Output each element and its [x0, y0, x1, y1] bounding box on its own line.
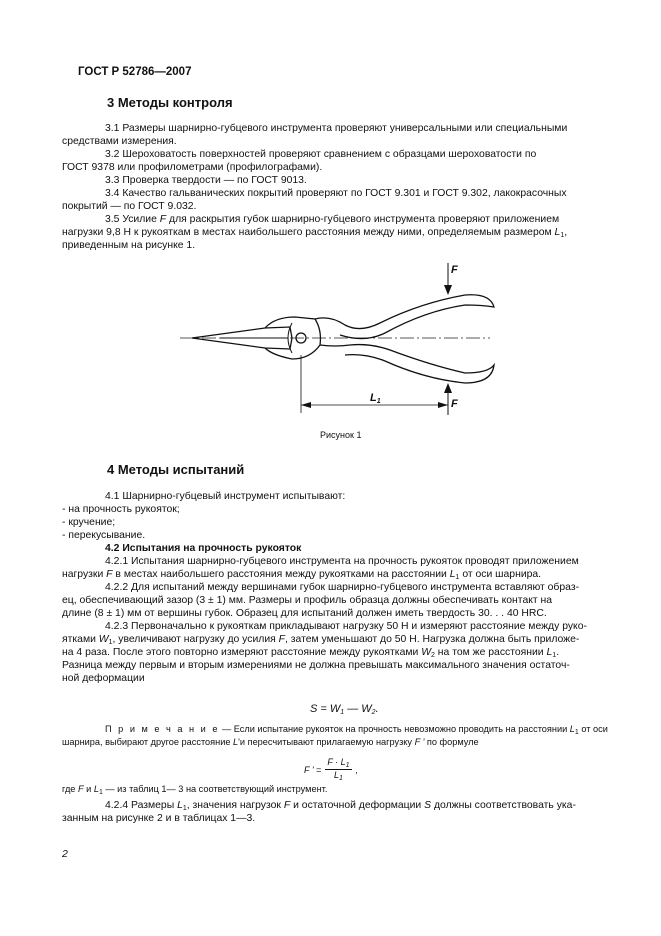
subscript: 1	[560, 232, 565, 239]
list-item-2: - кручение;	[62, 517, 116, 528]
var-f: F	[106, 569, 113, 580]
formula-part: F · L	[327, 757, 346, 767]
para-4-2-3-line5: ной деформации	[62, 673, 145, 684]
list-item-1: - на прочность рукояток;	[62, 504, 180, 515]
text-run: по формуле	[424, 737, 479, 747]
figure-1-pliers-drawing	[180, 255, 510, 420]
formula-lhs: F ' =	[304, 764, 322, 775]
list-item-3: - перекусывание.	[62, 530, 146, 541]
force-label-bottom: F	[451, 398, 458, 410]
text-run: , затем уменьшают до 50 Н. Нагрузка должна быть приложе-	[285, 634, 580, 645]
text-run: и пересчитывают прилагаемую нагрузку	[239, 737, 415, 747]
var-l: L	[177, 800, 183, 811]
para-4-2-2-line3: длине (8 ± 1) мм от вершины губок. Образец для испытаний должен иметь твердость 30. . . 40 HRC.	[62, 608, 547, 619]
note-where-line	[62, 783, 614, 799]
var-w: W	[98, 634, 109, 645]
section-4-title: 4 Методы испытаний	[107, 462, 245, 477]
para-4-2-3-line1: 4.2.3 Первоначально к рукояткам прикладывают нагрузку 50 Н и измеряют расстояние между руко-	[105, 621, 587, 632]
subsection-4-2-title: 4.2 Испытания на прочность рукояток	[105, 543, 302, 554]
var-f: F	[77, 784, 84, 794]
text-run: — Если испытание рукояток на прочность невозможно проводить на расстоянии	[219, 724, 570, 734]
text-run: от оси	[578, 724, 608, 734]
formula-part: S = W	[310, 703, 341, 715]
var-l: L	[546, 647, 553, 658]
upper-handle	[315, 295, 494, 339]
var-f: F	[278, 634, 286, 645]
formula-part: L	[333, 770, 339, 780]
subscript: 1	[338, 775, 343, 782]
subscript: 1	[345, 762, 350, 769]
subscript: 1	[340, 709, 345, 716]
text-run: в местах наибольшего расстояния между рукоятками на расстоянии	[112, 569, 450, 580]
fraction	[325, 757, 351, 782]
text-run: должны соответствовать ука-	[431, 800, 576, 811]
text-run: ятками	[62, 634, 99, 645]
dimension-label	[370, 392, 381, 405]
var-f: F	[159, 214, 167, 225]
force-arrowhead-bottom	[444, 383, 452, 393]
para-4-2-2-line1: 4.2.2 Для испытаний между вершинами губок шарнирно-губцевого инструмента вставляют образ-	[105, 582, 580, 593]
document-code: ГОСТ Р 52786—2007	[78, 66, 192, 78]
page-number: 2	[62, 848, 68, 860]
formula-s	[310, 703, 379, 716]
para-4-2-4-line2: занным на рисунке 2 и в таблицах 1—3.	[62, 813, 256, 824]
note-label: П р и м е ч а н и е	[105, 724, 220, 734]
var-l: L	[569, 724, 575, 734]
subscript: 1	[574, 729, 579, 736]
text-run: — из таблиц 1— 3 на соответствующий инструмент.	[102, 784, 328, 794]
var-l: L	[554, 227, 561, 238]
dim-arrow-left	[301, 402, 311, 408]
note-line2	[62, 736, 614, 748]
text-run: , увеличивают нагрузку до усилия	[112, 634, 279, 645]
figure-caption: Рисунок 1	[320, 430, 362, 440]
para-3-3: 3.3 Проверка твердости — по ГОСТ 9013.	[105, 175, 307, 186]
text-run: нагрузки 9,8 Н к рукояткам в местах наибольшего расстояния между ними, определяемым размером	[62, 227, 555, 238]
text-run: 4.2.4 Размеры	[105, 800, 178, 811]
var-f: F	[283, 800, 291, 811]
para-3-4-line1: 3.4 Качество гальванических покрытий проверяют по ГОСТ 9.301 и ГОСТ 9.302, лакокрасочных	[105, 188, 567, 199]
text-run: где	[62, 784, 78, 794]
para-3-2-line2: ГОСТ 9378 или профилометрами (профилографами).	[62, 162, 323, 173]
text-run: и остаточной деформации	[290, 800, 425, 811]
text-run: 3.5 Усилие	[105, 214, 160, 225]
para-3-4-line2: покрытий — по ГОСТ 9.032.	[62, 201, 197, 212]
text-run: ,	[564, 227, 568, 238]
dim-arrow-right	[438, 402, 448, 408]
text-run: , значения нагрузок	[186, 800, 284, 811]
text-run: на том же расстоянии	[434, 647, 547, 658]
text-run: от оси шарнира.	[459, 569, 542, 580]
subscript: 1	[108, 639, 113, 646]
para-3-2-line1: 3.2 Шероховатость поверхностей проверяют сравнением с образцами шероховатости по	[105, 149, 537, 160]
subscript: 1	[455, 574, 460, 581]
subscript: 1	[98, 789, 103, 796]
force-label-top: F	[451, 264, 458, 276]
var-l: L	[449, 569, 456, 580]
para-3-5-line3: приведенным на рисунке 1.	[62, 240, 196, 251]
fraction-numerator	[325, 757, 351, 770]
text-run: '	[238, 737, 240, 747]
section-3-title: 3 Методы контроля	[107, 95, 233, 110]
subscript: 1	[552, 652, 557, 659]
text-run: нагрузки	[62, 569, 107, 580]
dim-letter: L	[370, 392, 377, 404]
para-3-1-line1: 3.1 Размеры шарнирно-губцевого инструмента проверяют универсальными или специальными	[105, 123, 568, 134]
para-3-1-line2: средствами измерения.	[62, 136, 177, 147]
formula-part: .	[375, 703, 379, 715]
para-3-5-line1	[105, 214, 559, 227]
force-arrowhead-top	[444, 285, 452, 295]
formula-end: ,	[355, 764, 359, 775]
para-4-2-2-line2: ец, обеспечивающий зазор (3 ± 1) мм. Размеры и профиль образца должны обеспечивать контакт на	[62, 595, 553, 606]
fraction-denominator	[334, 770, 343, 782]
var-w: W	[421, 647, 431, 658]
var-l: L	[93, 784, 99, 794]
text-run: на 4 раза. После этого повторно измеряют расстояние между рукоятками	[62, 647, 422, 658]
formula-part: — W	[344, 703, 372, 715]
dim-subscript: 1	[376, 398, 381, 405]
var-s: S	[424, 800, 432, 811]
text-run: шарнира, выбирают другое расстояние	[62, 737, 234, 747]
para-4-1: 4.1 Шарнирно-губцевый инструмент испытывают:	[105, 491, 346, 502]
note-formula	[304, 757, 358, 782]
subscript: 2	[371, 709, 376, 716]
lower-handle	[320, 345, 494, 383]
para-4-2-3-line4: Разница между первым и вторым измерениями не должна превышать максимального значения остаточ-	[62, 660, 570, 671]
var-f-prime: F '	[414, 737, 425, 747]
var-l: L	[233, 737, 239, 747]
text-run: и	[83, 784, 94, 794]
para-4-2-1-line1: 4.2.1 Испытания шарнирно-губцевого инструмента на прочность рукояток проводят приложением	[105, 556, 579, 567]
subscript: 2	[431, 652, 435, 659]
subscript: 1	[182, 805, 187, 812]
text-run: для раскрытия губок шарнирно-губцевого инструмента проверяют приложением	[166, 214, 560, 225]
text-run: .	[556, 647, 560, 658]
